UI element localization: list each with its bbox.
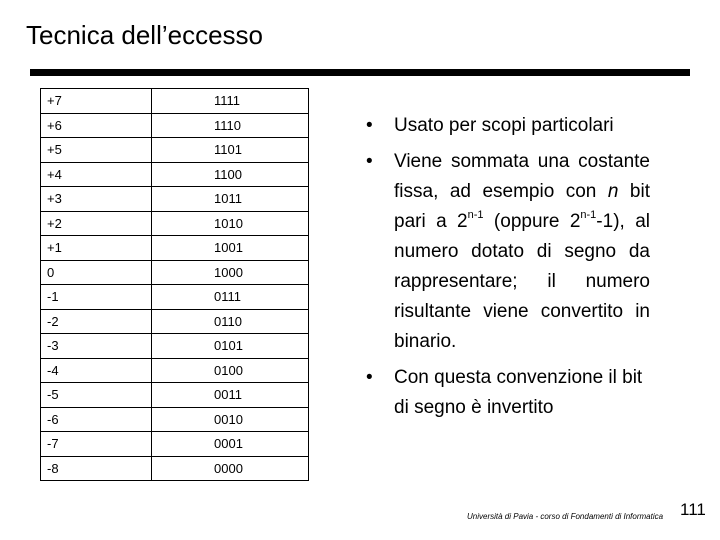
exponent: n-1 bbox=[580, 208, 597, 221]
table-row bbox=[41, 113, 309, 138]
binary-cell: 1100 bbox=[152, 162, 309, 187]
footer-course: Università di Pavia - corso di Fondamenti di Informatica bbox=[467, 512, 664, 521]
decimal-cell: -3 bbox=[41, 334, 152, 359]
decimal-cell: -6 bbox=[41, 407, 152, 432]
exponent: n-1 bbox=[467, 208, 484, 221]
binary-cell: 0010 bbox=[152, 407, 309, 432]
table-row bbox=[41, 211, 309, 236]
binary-cell: 0000 bbox=[152, 456, 309, 481]
binary-cell: 0110 bbox=[152, 309, 309, 334]
table-row bbox=[41, 383, 309, 408]
table-row bbox=[41, 407, 309, 432]
table-row bbox=[41, 456, 309, 481]
decimal-cell: +6 bbox=[41, 113, 152, 138]
table-row bbox=[41, 236, 309, 261]
bullet-marker: • bbox=[366, 115, 373, 136]
bullet-marker: • bbox=[366, 151, 373, 172]
binary-cell: 1011 bbox=[152, 187, 309, 212]
binary-cell: 1110 bbox=[152, 113, 309, 138]
bullet-item bbox=[366, 147, 650, 357]
binary-cell: 0011 bbox=[152, 383, 309, 408]
binary-cell: 0101 bbox=[152, 334, 309, 359]
bullet-text-part: -1), al numero dotato di segno da rappresentare; il numero risultante viene convertito in binario. bbox=[394, 211, 650, 352]
table-row bbox=[41, 309, 309, 334]
bullet-text: Usato per scopi particolari bbox=[394, 115, 614, 136]
title-divider bbox=[30, 69, 690, 76]
bullet-text-part: (oppure 2 bbox=[483, 211, 581, 232]
binary-cell: 0100 bbox=[152, 358, 309, 383]
decimal-cell: -4 bbox=[41, 358, 152, 383]
decimal-cell: 0 bbox=[41, 260, 152, 285]
binary-cell: 0111 bbox=[152, 285, 309, 310]
binary-cell: 1001 bbox=[152, 236, 309, 261]
excess-code-table bbox=[40, 88, 309, 481]
table-row bbox=[41, 162, 309, 187]
bullet-item bbox=[366, 111, 650, 141]
table-row bbox=[41, 89, 309, 114]
table-row bbox=[41, 187, 309, 212]
decimal-cell: +7 bbox=[41, 89, 152, 114]
decimal-cell: +3 bbox=[41, 187, 152, 212]
table-row bbox=[41, 358, 309, 383]
decimal-cell: -7 bbox=[41, 432, 152, 457]
table-row bbox=[41, 138, 309, 163]
bullet-item bbox=[366, 363, 650, 423]
table-row bbox=[41, 432, 309, 457]
decimal-cell: -2 bbox=[41, 309, 152, 334]
decimal-cell: +2 bbox=[41, 211, 152, 236]
decimal-cell: +1 bbox=[41, 236, 152, 261]
decimal-cell: +5 bbox=[41, 138, 152, 163]
decimal-cell: -5 bbox=[41, 383, 152, 408]
table-row bbox=[41, 334, 309, 359]
binary-cell: 1010 bbox=[152, 211, 309, 236]
slide-title: Tecnica dell’eccesso bbox=[26, 20, 264, 50]
binary-cell: 1111 bbox=[152, 89, 309, 114]
bullet-list bbox=[366, 111, 650, 429]
variable-n: n bbox=[607, 181, 619, 202]
table-row bbox=[41, 285, 309, 310]
decimal-cell: -1 bbox=[41, 285, 152, 310]
page-number: 111 bbox=[680, 500, 706, 519]
bullet-text-part: bit pari a 2 bbox=[394, 181, 650, 232]
decimal-cell: -8 bbox=[41, 456, 152, 481]
bullet-text-part: Viene sommata una costante fissa, ad esempio con bbox=[394, 151, 650, 202]
bullet-text: Con questa convenzione il bit di segno è invertito bbox=[394, 367, 643, 418]
decimal-cell: +4 bbox=[41, 162, 152, 187]
binary-cell: 0001 bbox=[152, 432, 309, 457]
table-row bbox=[41, 260, 309, 285]
binary-cell: 1101 bbox=[152, 138, 309, 163]
bullet-marker: • bbox=[366, 367, 373, 388]
binary-cell: 1000 bbox=[152, 260, 309, 285]
